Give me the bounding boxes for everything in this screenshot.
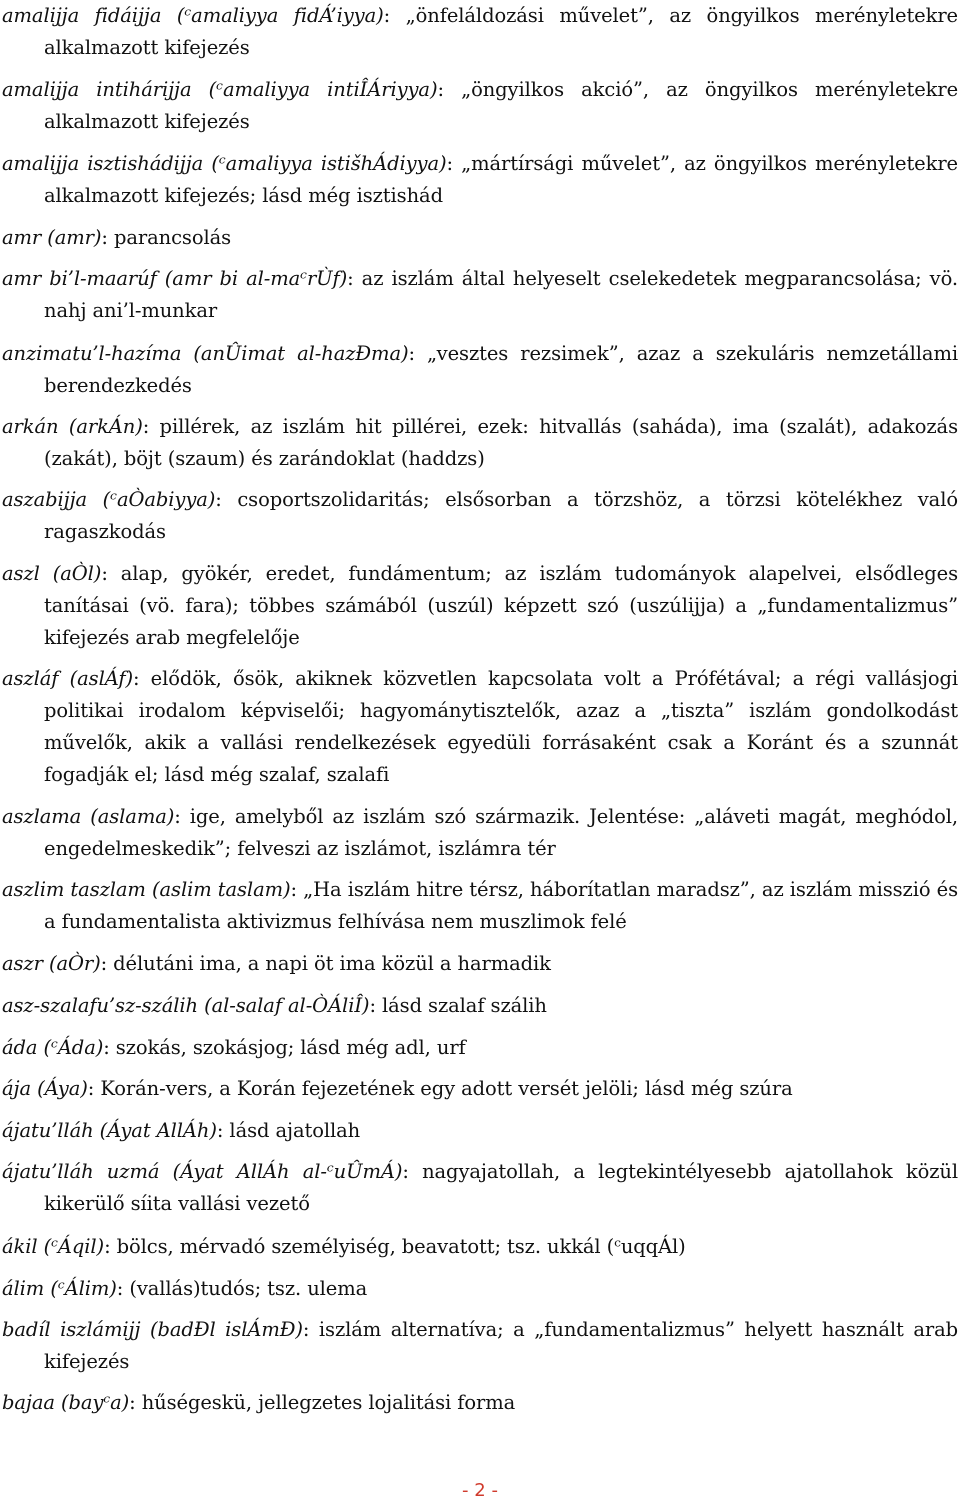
glossary-entry <box>2 1273 958 1305</box>
glossary-entry <box>2 1231 958 1263</box>
entry-definition: : délutáni ima, a napi öt ima közül a harmadik <box>100 952 551 975</box>
entry-definition: : Korán-vers, a Korán fejezetének egy adott versét jelöli; lásd még szúra <box>87 1077 793 1100</box>
entry-definition: : lásd ajatollah <box>216 1119 361 1142</box>
entry-definition: : az iszlám által helyeselt cselekedetek megparancsolása; vö. nahj ani’l-munkar <box>44 267 958 322</box>
entry-term: amalijja fidáijja <box>2 4 162 27</box>
entry-term: ájatu’lláh uzmá <box>2 1160 160 1183</box>
glossary-entry <box>2 1073 958 1105</box>
glossary-entry <box>2 558 958 654</box>
glossary-entry <box>2 74 958 138</box>
entry-transliteration: (ᶜamaliyya istišhÁdiyya) <box>211 152 447 175</box>
glossary-entry <box>2 990 958 1022</box>
entry-term: aszláf <box>2 667 59 690</box>
entry-definition: : „Ha iszlám hitre térsz, háborítatlan maradsz”, az iszlám misszió és a fundamentalista aktivizmus felhívása nem muszlimok felé <box>44 878 959 933</box>
entry-transliteration: (ᶜÁqil) <box>43 1235 105 1258</box>
entry-transliteration: (aslÁf) <box>69 667 133 690</box>
entry-definition: : ige, amelyből az iszlám szó származik. Jelentése: „aláveti magát, meghódol, engedelmeskedik”; felveszi az iszlámot, iszlámra tér <box>44 805 958 860</box>
entry-transliteration: (ᶜÁda) <box>43 1036 104 1059</box>
entry-term: álim <box>2 1277 45 1300</box>
page-number: - 2 - <box>462 1480 498 1501</box>
glossary-entry <box>2 0 958 64</box>
glossary-entry <box>2 338 958 402</box>
entry-term: ájatu’lláh <box>2 1119 94 1142</box>
glossary-entry <box>2 411 958 475</box>
glossary-entry <box>2 948 958 980</box>
glossary-entry <box>2 484 958 548</box>
entry-transliteration: (ᶜÁlim) <box>50 1277 117 1300</box>
entry-term: ákil <box>2 1235 38 1258</box>
entry-definition: : „öngyilkos akció”, az öngyilkos merényletekre alkalmazott kifejezés <box>44 78 959 133</box>
entry-term: aszr <box>2 952 43 975</box>
entry-transliteration: (ᶜaÒabiyya) <box>102 488 216 511</box>
entry-term: áda <box>2 1036 38 1059</box>
entry-transliteration: (aslim taslam) <box>152 878 291 901</box>
entry-transliteration: (aslama) <box>90 805 175 828</box>
entry-definition: : pillérek, az iszlám hit pillérei, ezek: hitvallás (saháda), ima (szalát), adakozás (zakát), böjt (szaum) és zarándoklat (haddzs) <box>44 415 958 470</box>
entry-definition: : parancsolás <box>101 226 232 249</box>
entry-definition: : „önfeláldozási művelet”, az öngyilkos merényletekre alkalmazott kifejezés <box>44 4 958 59</box>
glossary-entry <box>2 148 958 212</box>
entry-term: aszlim taszlam <box>2 878 146 901</box>
entry-definition: : nagyajatollah, a legtekintélyesebb ajatollahok közül kikerülő síita vallási vezető <box>44 1160 959 1215</box>
glossary-entry <box>2 874 958 938</box>
entry-transliteration: (amr bi al-maᶜrÙf) <box>164 267 348 290</box>
entry-term: bajaa <box>2 1391 55 1414</box>
entry-definition: : „vesztes rezsimek”, azaz a szekuláris nemzetállami berendezkedés <box>44 342 958 397</box>
glossary-entry <box>2 801 958 865</box>
entry-definition: : hűségeskü, jellegzetes lojalitási forma <box>129 1391 516 1414</box>
entry-definition: : csoportszolidaritás; elsősorban a törzshöz, a törzsi kötelékhez való ragaszkodás <box>44 488 958 543</box>
entry-transliteration: (arkÁn) <box>68 415 143 438</box>
glossary-entry <box>2 1032 958 1064</box>
entry-term: aszl <box>2 562 40 585</box>
entry-transliteration: (ᶜamaliyya intiÎÁriyya) <box>208 78 438 101</box>
glossary-entry <box>2 1387 958 1419</box>
entry-term: amalijja intihárijja <box>2 78 192 101</box>
entry-transliteration: (Áyat AllÁh) <box>99 1119 217 1142</box>
entry-transliteration: (anÛimat al-hazÐma) <box>193 342 409 365</box>
entry-definition: : bölcs, mérvadó személyiség, beavatott; tsz. ukkál (ᶜuqqÁl) <box>104 1235 686 1258</box>
entry-definition: : szokás, szokásjog; lásd még adl, urf <box>103 1036 466 1059</box>
entry-transliteration: (badÐl islÁmÐ) <box>150 1318 303 1341</box>
entry-transliteration: (aÒl) <box>52 562 102 585</box>
entry-transliteration: (aÒr) <box>48 952 101 975</box>
glossary-entry <box>2 1115 958 1147</box>
entry-transliteration: (Áya) <box>37 1077 88 1100</box>
entry-term: ája <box>2 1077 31 1100</box>
entry-term: amr bi’l-maarúf <box>2 267 157 290</box>
entry-term: aszabijja <box>2 488 88 511</box>
entry-definition: : elődök, ősök, akiknek közvetlen kapcsolata volt a Prófétával; a régi vallásjogi politikai irodalom képviselői; hagyománytisztelők, azaz a „tiszta” iszlám gondolkodást művelők, akik a vallási rendelkezések egyedüli forrásaként csak a Koránt és a szunnát fogadják el; lásd még szalaf, szalafi <box>44 667 958 786</box>
entry-definition: : alap, gyökér, eredet, fundámentum; az iszlám tudományok alapelvei, elsődleges tanításai (vö. fara); többes számából (uszúl) képzett szó (uszúlijja) a „fundamentalizmus” kifejezés arab megfelelője <box>44 562 958 649</box>
glossary-entry <box>2 663 958 791</box>
glossary-entry <box>2 1314 958 1378</box>
entry-definition: : iszlám alternatíva; a „fundamentalizmus” helyett használt arab kifejezés <box>44 1318 958 1373</box>
entry-term: arkán <box>2 415 59 438</box>
entry-term: asz-szalafu’sz-szálih <box>2 994 198 1017</box>
glossary-entry <box>2 222 958 254</box>
glossary-entry <box>2 1156 958 1220</box>
entry-definition: : lásd szalaf szálih <box>369 994 547 1017</box>
entry-transliteration: (bayᶜa) <box>61 1391 130 1414</box>
entry-term: amalijja isztishádijja <box>2 152 204 175</box>
entry-transliteration: (Áyat AllÁh al-ᶜuÛmÁ) <box>172 1160 403 1183</box>
entry-transliteration: (al-salaf al-ÒÁliÎ) <box>204 994 370 1017</box>
entry-transliteration: (ᶜamaliyya fidÁ’iyya) <box>176 4 384 27</box>
entry-definition: : (vallás)tudós; tsz. ulema <box>116 1277 368 1300</box>
entry-transliteration: (amr) <box>47 226 102 249</box>
entry-term: aszlama <box>2 805 82 828</box>
glossary-entry <box>2 263 958 327</box>
entry-term: anzimatu’l-hazíma <box>2 342 182 365</box>
entry-term: badíl iszlámijj <box>2 1318 141 1341</box>
entry-term: amr <box>2 226 42 249</box>
entry-definition: : „mártírsági művelet”, az öngyilkos merényletekre alkalmazott kifejezés; lásd még isztishád <box>44 152 958 207</box>
